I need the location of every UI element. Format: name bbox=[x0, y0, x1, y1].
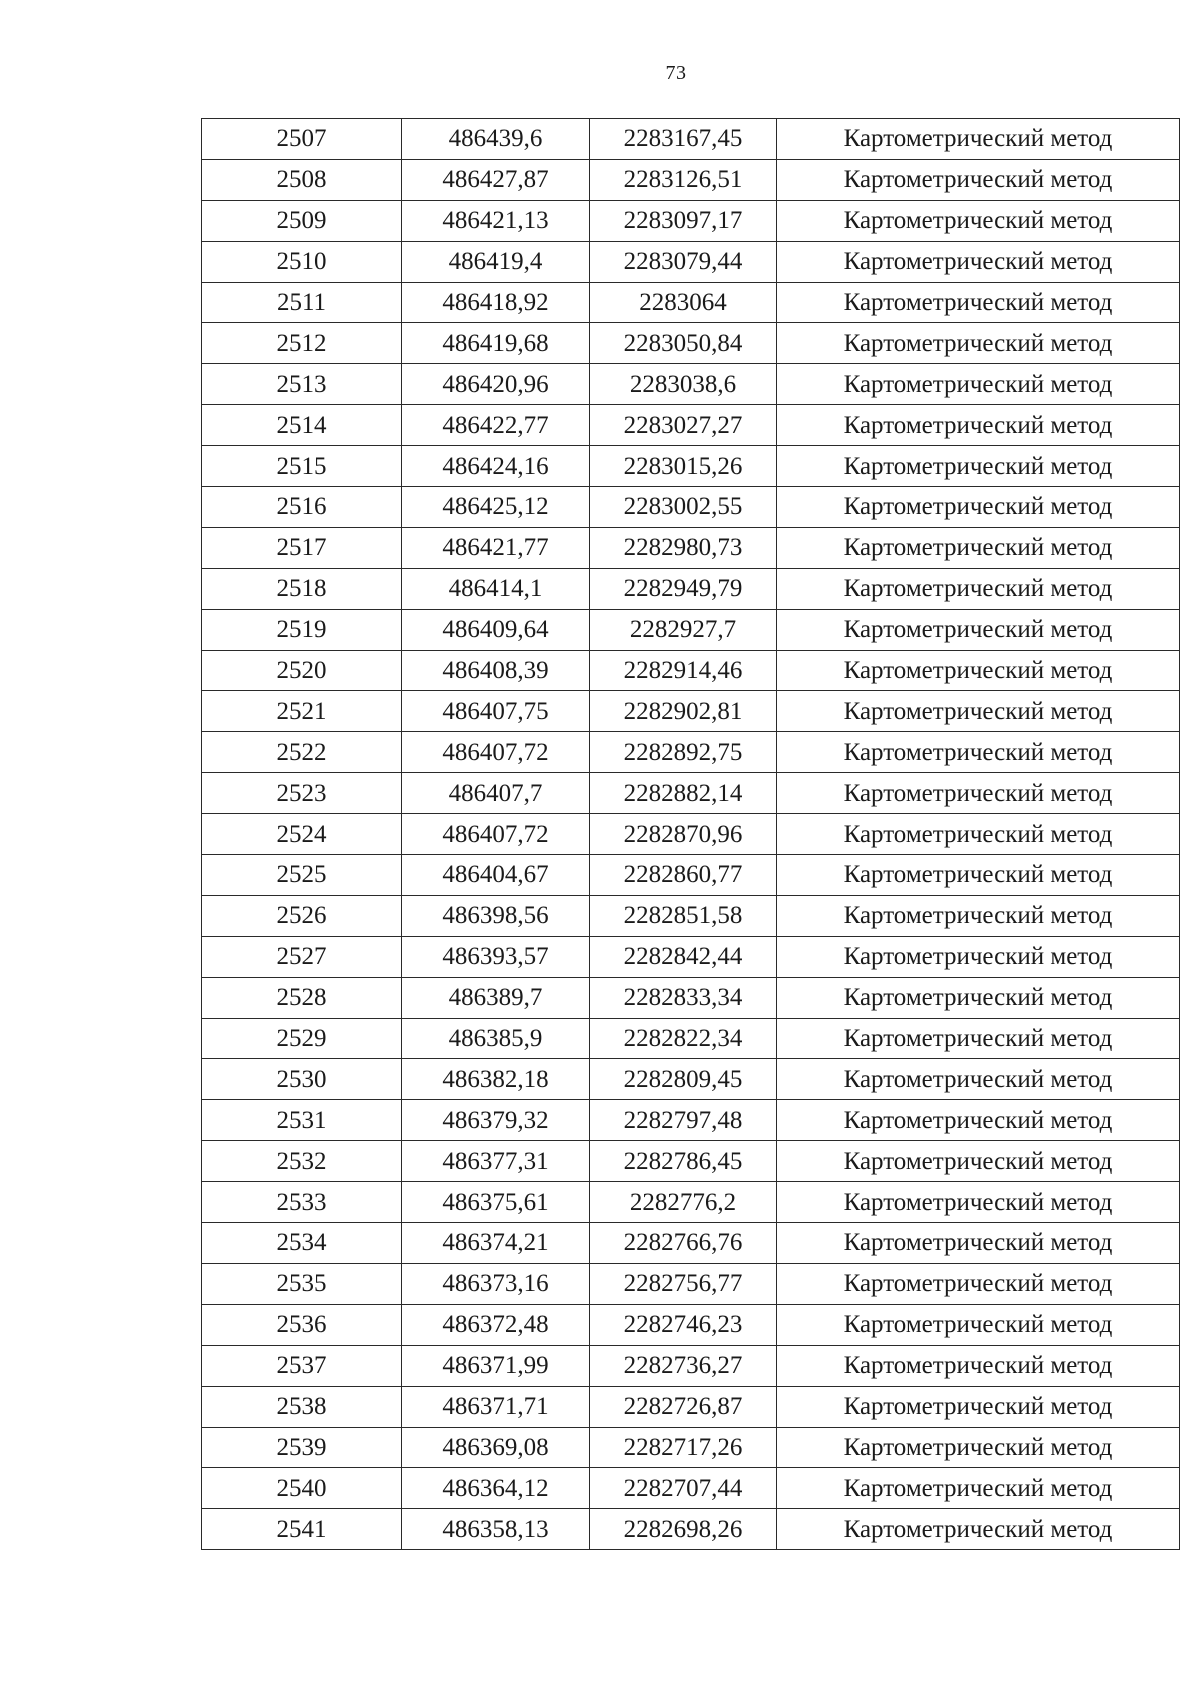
point-number-cell: 2517 bbox=[202, 527, 402, 568]
method-cell: Картометрический метод bbox=[777, 977, 1180, 1018]
table-row bbox=[202, 487, 1180, 528]
table-row bbox=[202, 159, 1180, 200]
method-cell: Картометрический метод bbox=[777, 200, 1180, 241]
table-row bbox=[202, 1509, 1180, 1550]
point-number-cell: 2519 bbox=[202, 609, 402, 650]
method-cell: Картометрический метод bbox=[777, 1223, 1180, 1264]
y-coordinate-cell: 2282736,27 bbox=[590, 1345, 777, 1386]
point-number-cell: 2513 bbox=[202, 364, 402, 405]
point-number-cell: 2515 bbox=[202, 446, 402, 487]
y-coordinate-cell: 2283167,45 bbox=[590, 119, 777, 160]
y-coordinate-cell: 2282882,14 bbox=[590, 773, 777, 814]
x-coordinate-cell: 486372,48 bbox=[402, 1304, 590, 1345]
method-cell: Картометрический метод bbox=[777, 527, 1180, 568]
method-cell: Картометрический метод bbox=[777, 1345, 1180, 1386]
point-number-cell: 2516 bbox=[202, 487, 402, 528]
y-coordinate-cell: 2282776,2 bbox=[590, 1182, 777, 1223]
point-number-cell: 2514 bbox=[202, 405, 402, 446]
method-cell: Картометрический метод bbox=[777, 568, 1180, 609]
point-number-cell: 2538 bbox=[202, 1386, 402, 1427]
point-number-cell: 2531 bbox=[202, 1100, 402, 1141]
method-cell: Картометрический метод bbox=[777, 364, 1180, 405]
y-coordinate-cell: 2283079,44 bbox=[590, 241, 777, 282]
method-cell: Картометрический метод bbox=[777, 1263, 1180, 1304]
x-coordinate-cell: 486421,13 bbox=[402, 200, 590, 241]
point-number-cell: 2508 bbox=[202, 159, 402, 200]
coordinates-table-body bbox=[202, 119, 1180, 1550]
point-number-cell: 2535 bbox=[202, 1263, 402, 1304]
table-row bbox=[202, 609, 1180, 650]
table-row bbox=[202, 1100, 1180, 1141]
point-number-cell: 2537 bbox=[202, 1345, 402, 1386]
x-coordinate-cell: 486358,13 bbox=[402, 1509, 590, 1550]
y-coordinate-cell: 2282949,79 bbox=[590, 568, 777, 609]
y-coordinate-cell: 2282870,96 bbox=[590, 814, 777, 855]
method-cell: Картометрический метод bbox=[777, 895, 1180, 936]
method-cell: Картометрический метод bbox=[777, 487, 1180, 528]
y-coordinate-cell: 2283126,51 bbox=[590, 159, 777, 200]
point-number-cell: 2539 bbox=[202, 1427, 402, 1468]
method-cell: Картометрический метод bbox=[777, 1141, 1180, 1182]
x-coordinate-cell: 486374,21 bbox=[402, 1223, 590, 1264]
point-number-cell: 2534 bbox=[202, 1223, 402, 1264]
table-row bbox=[202, 282, 1180, 323]
point-number-cell: 2533 bbox=[202, 1182, 402, 1223]
point-number-cell: 2522 bbox=[202, 732, 402, 773]
table-row bbox=[202, 895, 1180, 936]
x-coordinate-cell: 486407,75 bbox=[402, 691, 590, 732]
table-row bbox=[202, 977, 1180, 1018]
page-number: 73 bbox=[665, 62, 687, 84]
table-row bbox=[202, 1059, 1180, 1100]
y-coordinate-cell: 2283050,84 bbox=[590, 323, 777, 364]
x-coordinate-cell: 486418,92 bbox=[402, 282, 590, 323]
x-coordinate-cell: 486389,7 bbox=[402, 977, 590, 1018]
x-coordinate-cell: 486393,57 bbox=[402, 936, 590, 977]
method-cell: Картометрический метод bbox=[777, 814, 1180, 855]
y-coordinate-cell: 2282902,81 bbox=[590, 691, 777, 732]
table-row bbox=[202, 773, 1180, 814]
x-coordinate-cell: 486369,08 bbox=[402, 1427, 590, 1468]
method-cell: Картометрический метод bbox=[777, 282, 1180, 323]
x-coordinate-cell: 486425,12 bbox=[402, 487, 590, 528]
y-coordinate-cell: 2282698,26 bbox=[590, 1509, 777, 1550]
method-cell: Картометрический метод bbox=[777, 773, 1180, 814]
y-coordinate-cell: 2283015,26 bbox=[590, 446, 777, 487]
method-cell: Картометрический метод bbox=[777, 732, 1180, 773]
y-coordinate-cell: 2282860,77 bbox=[590, 855, 777, 896]
x-coordinate-cell: 486439,6 bbox=[402, 119, 590, 160]
x-coordinate-cell: 486407,72 bbox=[402, 814, 590, 855]
method-cell: Картометрический метод bbox=[777, 1182, 1180, 1223]
table-row bbox=[202, 446, 1180, 487]
point-number-cell: 2521 bbox=[202, 691, 402, 732]
y-coordinate-cell: 2282892,75 bbox=[590, 732, 777, 773]
point-number-cell: 2527 bbox=[202, 936, 402, 977]
method-cell: Картометрический метод bbox=[777, 241, 1180, 282]
x-coordinate-cell: 486408,39 bbox=[402, 650, 590, 691]
x-coordinate-cell: 486407,72 bbox=[402, 732, 590, 773]
point-number-cell: 2518 bbox=[202, 568, 402, 609]
method-cell: Картометрический метод bbox=[777, 119, 1180, 160]
point-number-cell: 2528 bbox=[202, 977, 402, 1018]
point-number-cell: 2507 bbox=[202, 119, 402, 160]
table-row bbox=[202, 855, 1180, 896]
point-number-cell: 2526 bbox=[202, 895, 402, 936]
table-row bbox=[202, 1223, 1180, 1264]
method-cell: Картометрический метод bbox=[777, 1509, 1180, 1550]
point-number-cell: 2520 bbox=[202, 650, 402, 691]
x-coordinate-cell: 486414,1 bbox=[402, 568, 590, 609]
y-coordinate-cell: 2282766,76 bbox=[590, 1223, 777, 1264]
method-cell: Картометрический метод bbox=[777, 609, 1180, 650]
table-row bbox=[202, 364, 1180, 405]
table-row bbox=[202, 323, 1180, 364]
method-cell: Картометрический метод bbox=[777, 1427, 1180, 1468]
y-coordinate-cell: 2282851,58 bbox=[590, 895, 777, 936]
y-coordinate-cell: 2283002,55 bbox=[590, 487, 777, 528]
x-coordinate-cell: 486422,77 bbox=[402, 405, 590, 446]
x-coordinate-cell: 486427,87 bbox=[402, 159, 590, 200]
method-cell: Картометрический метод bbox=[777, 159, 1180, 200]
x-coordinate-cell: 486375,61 bbox=[402, 1182, 590, 1223]
table-row bbox=[202, 241, 1180, 282]
y-coordinate-cell: 2283064 bbox=[590, 282, 777, 323]
method-cell: Картометрический метод bbox=[777, 650, 1180, 691]
method-cell: Картометрический метод bbox=[777, 936, 1180, 977]
y-coordinate-cell: 2282707,44 bbox=[590, 1468, 777, 1509]
point-number-cell: 2509 bbox=[202, 200, 402, 241]
table-row bbox=[202, 814, 1180, 855]
y-coordinate-cell: 2282833,34 bbox=[590, 977, 777, 1018]
table-row bbox=[202, 691, 1180, 732]
method-cell: Картометрический метод bbox=[777, 691, 1180, 732]
table-row bbox=[202, 650, 1180, 691]
table-row bbox=[202, 1141, 1180, 1182]
table-row bbox=[202, 1468, 1180, 1509]
method-cell: Картометрический метод bbox=[777, 1386, 1180, 1427]
y-coordinate-cell: 2283038,6 bbox=[590, 364, 777, 405]
table-row bbox=[202, 1427, 1180, 1468]
method-cell: Картометрический метод bbox=[777, 1018, 1180, 1059]
y-coordinate-cell: 2283097,17 bbox=[590, 200, 777, 241]
x-coordinate-cell: 486407,7 bbox=[402, 773, 590, 814]
y-coordinate-cell: 2282842,44 bbox=[590, 936, 777, 977]
y-coordinate-cell: 2282726,87 bbox=[590, 1386, 777, 1427]
x-coordinate-cell: 486371,71 bbox=[402, 1386, 590, 1427]
point-number-cell: 2511 bbox=[202, 282, 402, 323]
table-row bbox=[202, 1304, 1180, 1345]
table-row bbox=[202, 936, 1180, 977]
x-coordinate-cell: 486398,56 bbox=[402, 895, 590, 936]
y-coordinate-cell: 2282914,46 bbox=[590, 650, 777, 691]
y-coordinate-cell: 2282822,34 bbox=[590, 1018, 777, 1059]
table-row bbox=[202, 1386, 1180, 1427]
method-cell: Картометрический метод bbox=[777, 323, 1180, 364]
point-number-cell: 2532 bbox=[202, 1141, 402, 1182]
method-cell: Картометрический метод bbox=[777, 1059, 1180, 1100]
point-number-cell: 2530 bbox=[202, 1059, 402, 1100]
table-row bbox=[202, 119, 1180, 160]
method-cell: Картометрический метод bbox=[777, 405, 1180, 446]
y-coordinate-cell: 2282746,23 bbox=[590, 1304, 777, 1345]
x-coordinate-cell: 486409,64 bbox=[402, 609, 590, 650]
table-row bbox=[202, 1018, 1180, 1059]
x-coordinate-cell: 486377,31 bbox=[402, 1141, 590, 1182]
x-coordinate-cell: 486364,12 bbox=[402, 1468, 590, 1509]
point-number-cell: 2529 bbox=[202, 1018, 402, 1059]
x-coordinate-cell: 486382,18 bbox=[402, 1059, 590, 1100]
table-row bbox=[202, 527, 1180, 568]
method-cell: Картометрический метод bbox=[777, 855, 1180, 896]
table-row bbox=[202, 568, 1180, 609]
x-coordinate-cell: 486379,32 bbox=[402, 1100, 590, 1141]
y-coordinate-cell: 2283027,27 bbox=[590, 405, 777, 446]
method-cell: Картометрический метод bbox=[777, 1468, 1180, 1509]
y-coordinate-cell: 2282756,77 bbox=[590, 1263, 777, 1304]
point-number-cell: 2523 bbox=[202, 773, 402, 814]
y-coordinate-cell: 2282797,48 bbox=[590, 1100, 777, 1141]
table-row bbox=[202, 1345, 1180, 1386]
y-coordinate-cell: 2282927,7 bbox=[590, 609, 777, 650]
point-number-cell: 2541 bbox=[202, 1509, 402, 1550]
table-row bbox=[202, 1182, 1180, 1223]
method-cell: Картометрический метод bbox=[777, 1100, 1180, 1141]
method-cell: Картометрический метод bbox=[777, 446, 1180, 487]
point-number-cell: 2510 bbox=[202, 241, 402, 282]
x-coordinate-cell: 486404,67 bbox=[402, 855, 590, 896]
x-coordinate-cell: 486420,96 bbox=[402, 364, 590, 405]
table-row bbox=[202, 732, 1180, 773]
x-coordinate-cell: 486421,77 bbox=[402, 527, 590, 568]
x-coordinate-cell: 486424,16 bbox=[402, 446, 590, 487]
x-coordinate-cell: 486419,4 bbox=[402, 241, 590, 282]
y-coordinate-cell: 2282809,45 bbox=[590, 1059, 777, 1100]
point-number-cell: 2524 bbox=[202, 814, 402, 855]
x-coordinate-cell: 486419,68 bbox=[402, 323, 590, 364]
table-row bbox=[202, 200, 1180, 241]
y-coordinate-cell: 2282980,73 bbox=[590, 527, 777, 568]
x-coordinate-cell: 486385,9 bbox=[402, 1018, 590, 1059]
y-coordinate-cell: 2282786,45 bbox=[590, 1141, 777, 1182]
point-number-cell: 2536 bbox=[202, 1304, 402, 1345]
coordinates-table bbox=[201, 118, 1180, 1550]
x-coordinate-cell: 486373,16 bbox=[402, 1263, 590, 1304]
x-coordinate-cell: 486371,99 bbox=[402, 1345, 590, 1386]
point-number-cell: 2540 bbox=[202, 1468, 402, 1509]
point-number-cell: 2512 bbox=[202, 323, 402, 364]
table-row bbox=[202, 405, 1180, 446]
y-coordinate-cell: 2282717,26 bbox=[590, 1427, 777, 1468]
table-row bbox=[202, 1263, 1180, 1304]
method-cell: Картометрический метод bbox=[777, 1304, 1180, 1345]
point-number-cell: 2525 bbox=[202, 855, 402, 896]
